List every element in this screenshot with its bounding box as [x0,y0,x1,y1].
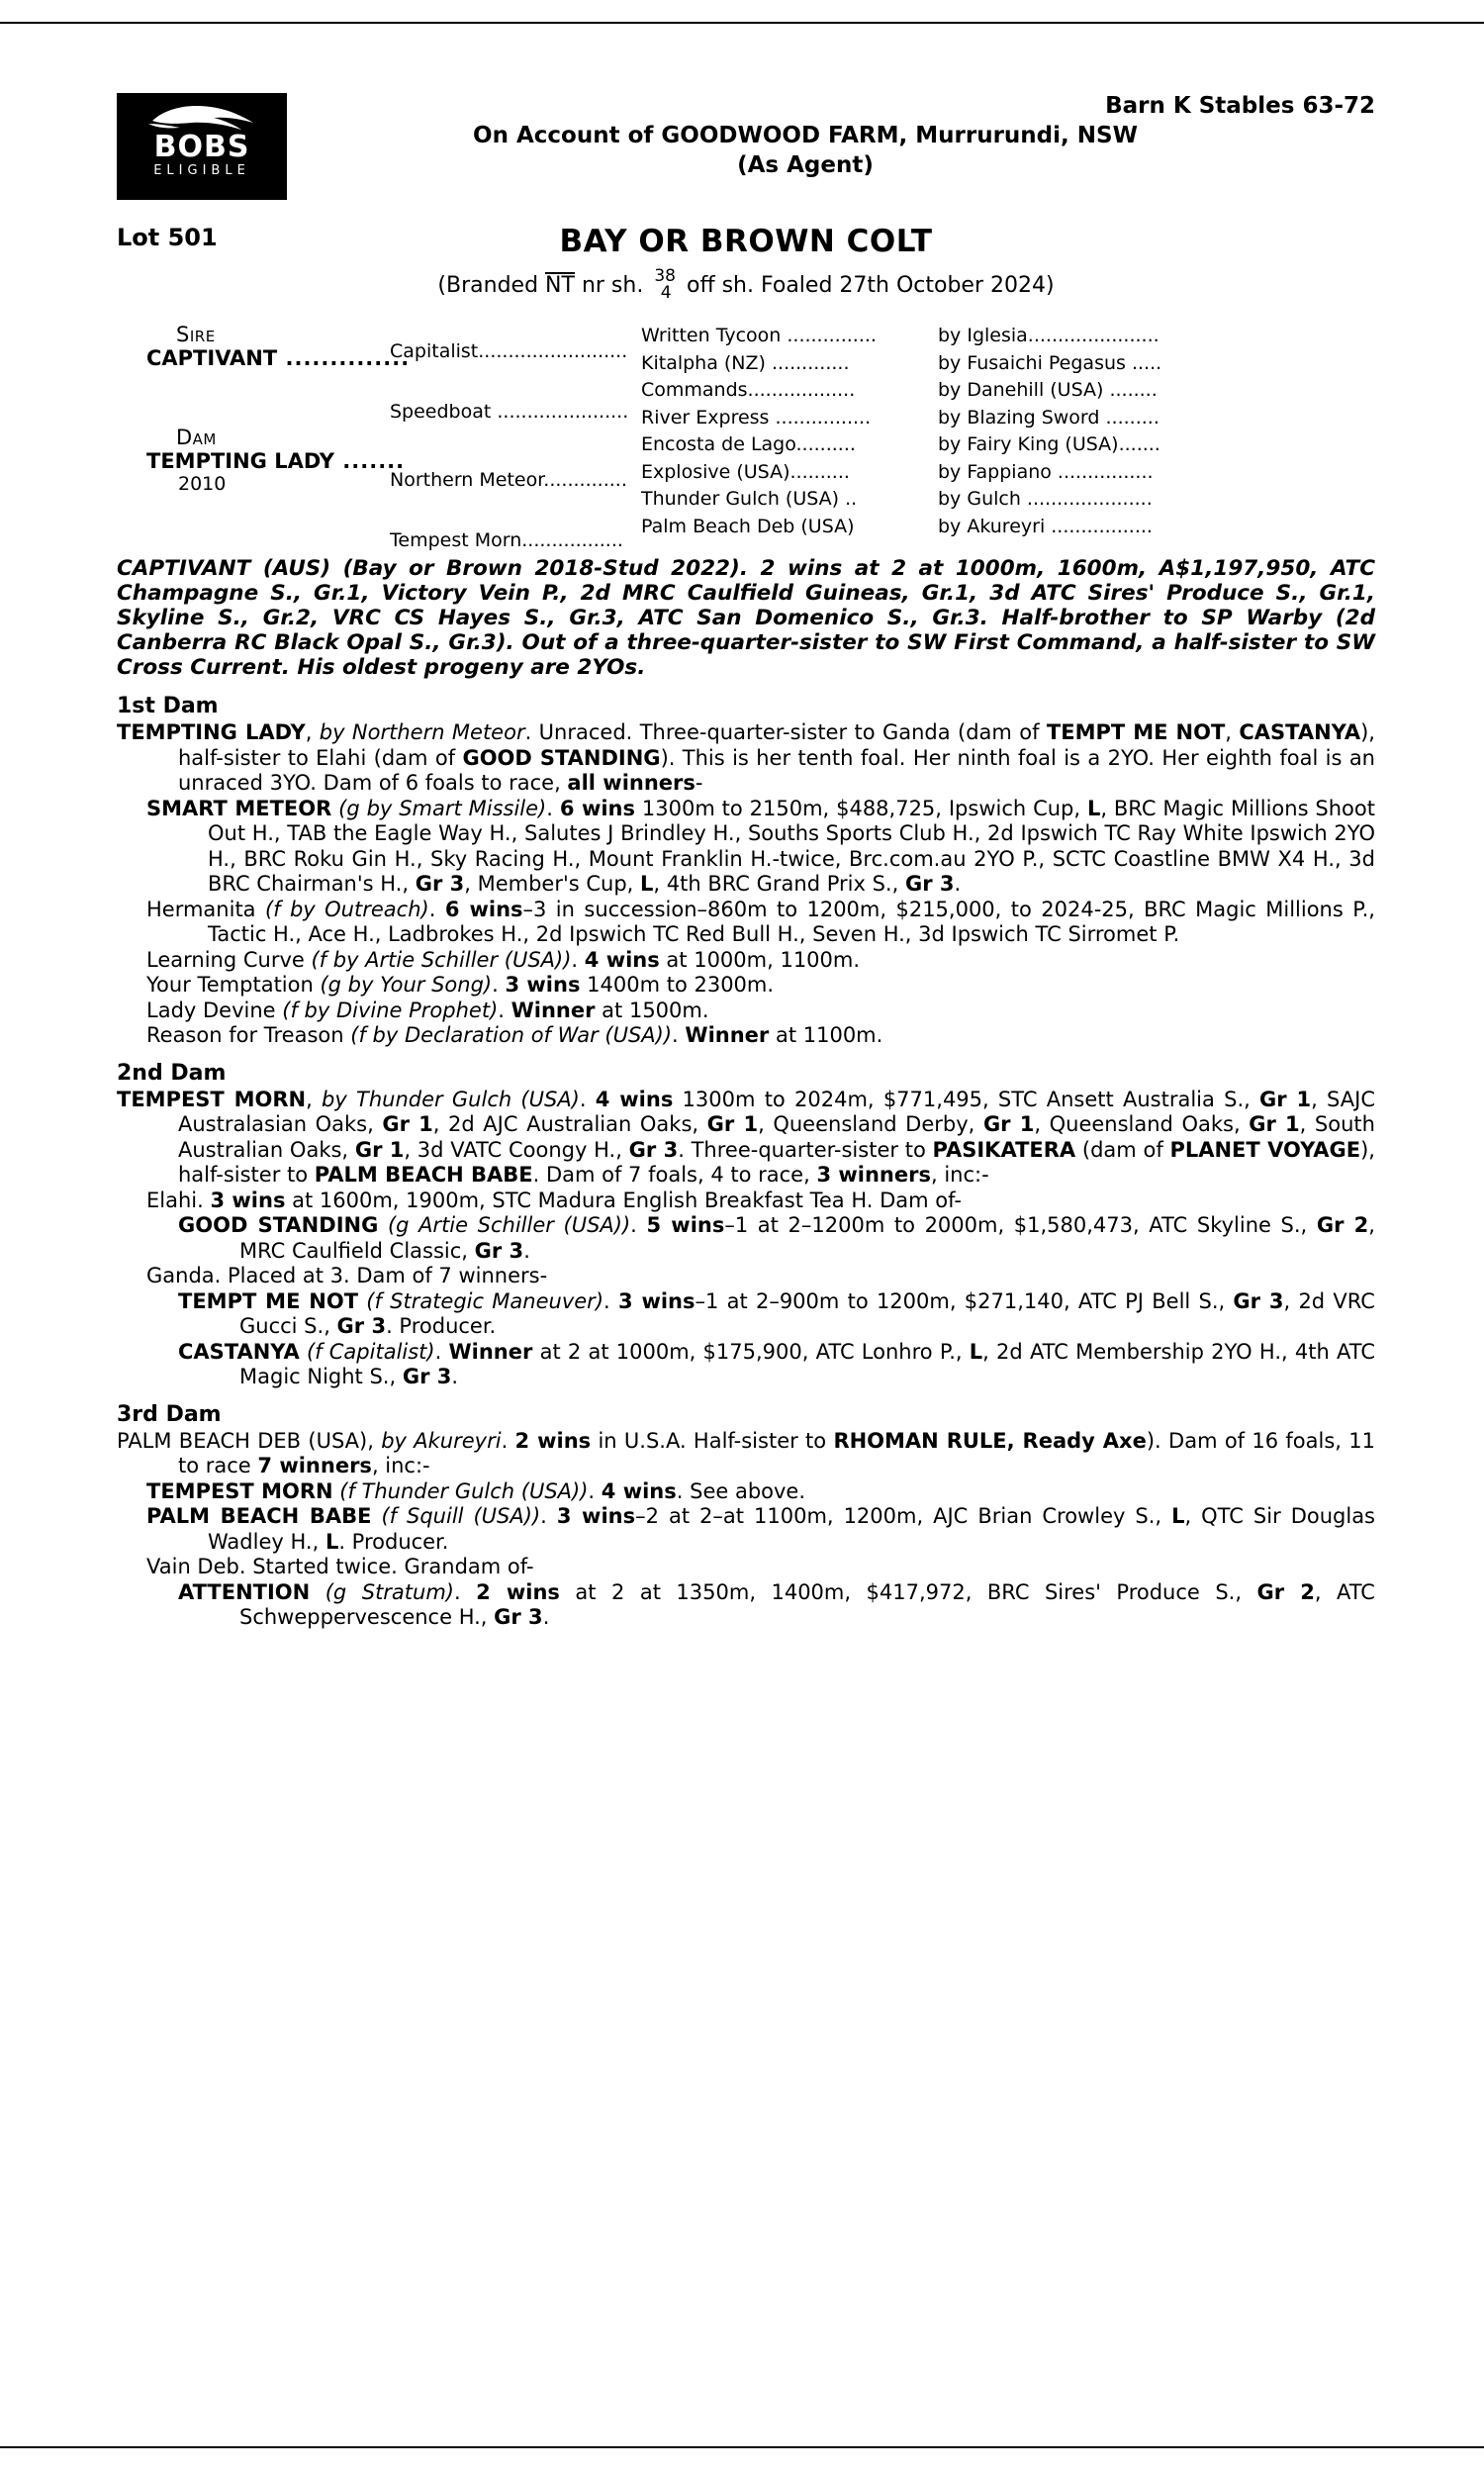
progeny-entry: Ganda. Placed at 3. Dam of 7 winners- [146,1264,548,1287]
ggp-sire: by Gulch ..................... [938,488,1153,510]
ggp-sire: by Fairy King (USA)....... [938,433,1160,455]
page-title: BAY OR BROWN COLT [559,224,933,259]
ggp-sire: by Iglesia...................... [938,325,1159,346]
pedigree-ggp-row [641,459,1373,487]
lot-number: Lot 501 [117,224,218,251]
ggp-name: Commands.................. [641,379,856,401]
page-header [117,91,1375,218]
first-dam-heading: 1st Dam [117,694,219,718]
brand-fraction [654,268,676,302]
ggp-name: River Express ................ [641,406,872,428]
pedigree-ggp-row [641,405,1373,432]
progeny-entry: Reason for Treason (f by Declaration of War (USA)). Winner at 1100m. [146,1023,883,1047]
progeny-entry: GOOD STANDING (g Artie Schiller (USA)). 5 wins–1 at 2–1200m to 2000m, $1,580,473, ATC Skyline S., Gr 2, MRC Caulfield Classic, Gr 3. [178,1213,1375,1263]
first-dam-intro: TEMPTING LADY, by Northern Meteor. Unraced. Three-quarter-sister to Ganda (dam of TEMPT ME NOT, CASTANYA), half-sister to Elahi (dam of GOOD STANDING). This is her tenth foal. Her ninth foal is a 2YO. Her eighth foal is an unraced 3YO. Dam of 6 foals to race, all winners- [117,720,1375,795]
pedigree-ggp-row [641,350,1373,378]
progeny-entry: TEMPEST MORN (f Thunder Gulch (USA)). 4 wins. See above. [146,1478,806,1503]
dam-block [146,426,406,495]
bobs-logo [117,93,287,200]
progeny-entry: Elahi. 3 wins at 1600m, 1900m, STC Madura English Breakfast Tea H. Dam of- [146,1188,962,1212]
pedigree-gp-1: Capitalist......................... [390,340,628,362]
progeny-entry: TEMPT ME NOT (f Strategic Maneuver). 3 wins–1 at 2–900m to 1200m, $271,140, ATC PJ Bell S., Gr 3, 2d VRC Gucci S., Gr 3. Producer. [178,1288,1375,1338]
third-dam-heading: 3rd Dam [117,1401,222,1427]
bobs-eligible-label: ELIGIBLE [153,163,250,178]
progeny-entry: PALM BEACH BABE (f Squill (USA)). 3 wins–2 at 2–at 1100m, 1200m, AJC Brian Crowley S., L, QTC Sir Douglas Wadley H., L. Producer. [146,1504,1375,1554]
branded-mid: nr sh. [581,273,644,298]
third-dam-intro: PALM BEACH DEB (USA), by Akureyri. 2 wins in U.S.A. Half-sister to RHOMAN RULE, Ready Axe). Dam of 16 foals, 11 to race 7 winners, inc:- [117,1428,1375,1477]
pedigree-col-greatgrandparents [641,323,1373,540]
top-rule [0,22,1484,24]
second-dam-heading: 2nd Dam [117,1060,227,1086]
pedigree-gp-2: Speedboat ...................... [390,401,629,423]
progeny-entry: SMART METEOR (g by Smart Missile). 6 wins 1300m to 2150m, $488,725, Ipswich Cup, L, BRC Magic Millions Shoot Out H., TAB the Eagle Way H., Salutes J Brindley H., Souths Sports Club H., 2d Ipswich TC Ray White Ipswich 2YO H., BRC Roku Gin H., Sky Racing H., Mount Franklin H.-twice, Brc.com.au 2YO P., SCTC Coastline BMW X4 H., 3d BRC Chairman's H., Gr 3, Member's Cup, L, 4th BRC Grand Prix S., Gr 3. [146,796,1375,896]
ggp-name: Written Tycoon ............... [641,325,877,346]
brand-fraction-numerator: 38 [654,266,676,286]
dam-dots: ....... [333,449,406,473]
dam-name: TEMPTING LADY ....... [146,449,406,473]
ggp-sire: by Fappiano ................ [938,460,1154,483]
branded-prefix: (Branded [437,273,539,298]
ggp-name: Explosive (USA).......... [641,460,850,483]
ggp-sire: by Danehill (USA) ........ [938,379,1158,401]
progeny-entry: ATTENTION (g Stratum). 2 wins at 2 at 1350m, 1400m, $417,972, BRC Sires' Produce S., Gr 2, ATC Schweppervescence H., Gr 3. [178,1579,1375,1629]
dam-label: DAM [176,426,217,449]
brand-fraction-denominator: 4 [660,283,672,303]
dam-year: 2010 [178,473,227,495]
sire-dots: .............. [277,346,411,370]
ggp-name: Encosta de Lago.......... [641,433,856,455]
ggp-sire: by Akureyri ................. [938,515,1153,537]
pedigree-table [117,323,1375,550]
bobs-wordmark: BOBS [153,130,250,164]
progeny-entry: Lady Devine (f by Divine Prophet). Winner at 1500m. [146,998,709,1022]
lot-title-row [117,224,1375,263]
ggp-sire: by Fusaichi Pegasus ..... [938,351,1162,374]
branded-line [117,266,1375,307]
ggp-name: Palm Beach Deb (USA) [641,515,855,537]
pedigree-ggp-row [641,514,1373,541]
progeny-entry: Learning Curve (f by Artie Schiller (USA)). 4 wins at 1000m, 1100m. [146,947,861,972]
account-line: On Account of GOODWOOD FARM, Murrurundi, NSW [473,123,1138,148]
pedigree-ggp-row [641,377,1373,405]
sire-label: SIRE [176,323,216,346]
page-content [117,91,1375,1631]
pedigree-gp-4: Tempest Morn................. [390,529,623,551]
sire-name: CAPTIVANT .............. [146,346,411,370]
progeny-entry: Vain Deb. Started twice. Grandam of- [146,1555,534,1578]
pedigree-col-grandparents [390,323,637,584]
header-text-block [117,91,1375,180]
ggp-name: Thunder Gulch (USA) .. [641,488,858,510]
bottom-rule [0,2446,1484,2448]
horse-logo-icon [117,99,287,133]
second-dam-intro: TEMPEST MORN, by Thunder Gulch (USA). 4 wins 1300m to 2024m, $771,495, STC Ansett Australia S., Gr 1, SAJC Australasian Oaks, Gr 1, 2d AJC Australian Oaks, Gr 1, Queensland Derby, Gr 1, Queensland Oaks, Gr 1, South Australian Oaks, Gr 1, 3d VATC Coongy H., Gr 3. Three-quarter-sister to PASIKATERA (dam of PLANET VOYAGE), half-sister to PALM BEACH BABE. Dam of 7 foals, 4 to race, 3 winners, inc:- [117,1087,1375,1187]
pedigree-ggp-row [641,323,1373,350]
barn-stables-label: Barn K Stables 63-72 [1105,93,1375,119]
branded-suffix: off sh. Foaled 27th October 2024) [686,273,1055,298]
ggp-name: Kitalpha (NZ) ............. [641,351,850,374]
progeny-entry: Your Temptation (g by Your Song). 3 wins 1400m to 2300m. [146,973,775,997]
pedigree-ggp-row [641,486,1373,514]
progeny-entry: Hermanita (f by Outreach). 6 wins–3 in succession–860m to 1200m, $215,000, to 2024-25, BRC Magic Millions P., Tactic H., Ace H., Ladbrokes H., 2d Ipswich TC Red Bull H., Seven H., 3d Ipswich TC Sirromet P. [146,897,1375,946]
sire-block [146,323,411,370]
sire-summary: CAPTIVANT (AUS) (Bay or Brown 2018-Stud 2022). 2 wins at 2 at 1000m, 1600m, A$1,197,950, ATC Champagne S., Gr.1, Victory Vein P., 2d MRC Caulfield Guineas, Gr.1, 3d ATC Sires' Produce S., Gr.1, Skyline S., Gr.2, VRC CS Hayes S., Gr.3, ATC San Domenico S., Gr.3. Half-brother to SP Warby (2d Canberra RC Black Opal S., Gr.3). Out of a three-quarter-sister to SW First Command, a half-sister to SW Cross Current. His oldest progeny are 2YOs. [117,556,1375,680]
ggp-sire: by Blazing Sword ......... [938,406,1159,428]
progeny-entry: CASTANYA (f Capitalist). Winner at 2 at 1000m, $175,900, ATC Lonhro P., L, 2d ATC Membership 2YO H., 4th ATC Magic Night S., Gr 3. [178,1339,1375,1388]
pedigree-col-parents [146,323,411,495]
pedigree-ggp-row [641,431,1373,459]
branded-brand-code: NT [545,273,575,298]
pedigree-gp-3: Northern Meteor.............. [390,469,627,491]
agent-line: (As Agent) [737,152,874,178]
